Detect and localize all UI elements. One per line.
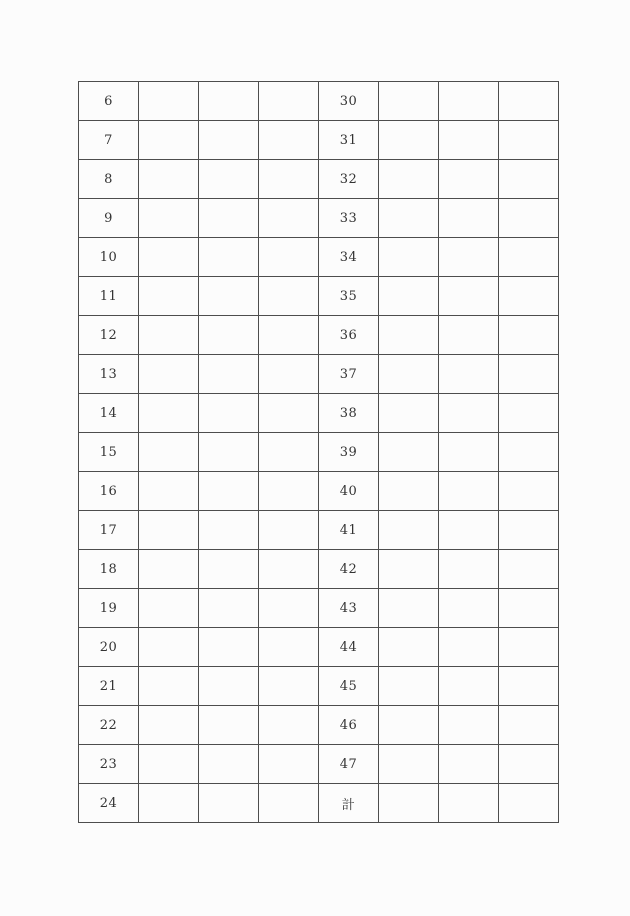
empty-cell [379, 160, 439, 199]
empty-cell [139, 550, 199, 589]
left-row-number-cell: 10 [79, 238, 139, 277]
empty-cell [379, 472, 439, 511]
left-row-number-cell: 8 [79, 160, 139, 199]
table-row [79, 784, 559, 823]
empty-cell [139, 160, 199, 199]
empty-cell [259, 277, 319, 316]
empty-cell [259, 745, 319, 784]
left-row-number-cell: 14 [79, 394, 139, 433]
empty-cell [379, 121, 439, 160]
empty-cell [439, 121, 499, 160]
right-row-number-cell: 32 [319, 160, 379, 199]
right-row-number-cell: 30 [319, 82, 379, 121]
left-row-number-cell: 6 [79, 82, 139, 121]
empty-cell [379, 394, 439, 433]
right-row-number-cell: 44 [319, 628, 379, 667]
empty-cell [379, 784, 439, 823]
empty-cell [439, 472, 499, 511]
right-row-number-cell: 42 [319, 550, 379, 589]
empty-cell [199, 472, 259, 511]
empty-cell [199, 667, 259, 706]
right-row-number-cell: 31 [319, 121, 379, 160]
right-row-number-cell: 37 [319, 355, 379, 394]
empty-cell [139, 277, 199, 316]
empty-cell [499, 511, 559, 550]
right-row-number-cell: 46 [319, 706, 379, 745]
table-row [79, 121, 559, 160]
right-row-number-cell: 41 [319, 511, 379, 550]
empty-cell [259, 160, 319, 199]
table-row [79, 355, 559, 394]
empty-cell [139, 628, 199, 667]
table-row [79, 706, 559, 745]
left-row-number-cell: 15 [79, 433, 139, 472]
empty-cell [259, 355, 319, 394]
table-body [79, 82, 559, 823]
empty-cell [439, 628, 499, 667]
empty-cell [499, 706, 559, 745]
right-row-number-cell: 45 [319, 667, 379, 706]
left-row-number-cell: 13 [79, 355, 139, 394]
empty-cell [439, 667, 499, 706]
empty-cell [259, 706, 319, 745]
empty-cell [139, 745, 199, 784]
empty-cell [379, 628, 439, 667]
right-row-number-cell: 計 [319, 784, 379, 823]
empty-cell [379, 277, 439, 316]
table-row [79, 394, 559, 433]
empty-cell [439, 589, 499, 628]
empty-cell [439, 316, 499, 355]
empty-cell [199, 628, 259, 667]
empty-cell [259, 433, 319, 472]
empty-cell [259, 589, 319, 628]
empty-cell [439, 511, 499, 550]
right-row-number-cell: 39 [319, 433, 379, 472]
left-row-number-cell: 17 [79, 511, 139, 550]
table-row [79, 589, 559, 628]
empty-cell [499, 160, 559, 199]
left-row-number-cell: 21 [79, 667, 139, 706]
empty-cell [499, 355, 559, 394]
empty-cell [439, 238, 499, 277]
empty-cell [199, 82, 259, 121]
right-row-number-cell: 34 [319, 238, 379, 277]
left-row-number-cell: 19 [79, 589, 139, 628]
empty-cell [439, 355, 499, 394]
empty-cell [139, 589, 199, 628]
empty-cell [199, 745, 259, 784]
empty-cell [439, 550, 499, 589]
right-row-number-cell: 47 [319, 745, 379, 784]
empty-cell [439, 160, 499, 199]
empty-cell [499, 82, 559, 121]
right-row-number-cell: 33 [319, 199, 379, 238]
empty-cell [499, 589, 559, 628]
empty-cell [439, 277, 499, 316]
left-row-number-cell: 9 [79, 199, 139, 238]
left-row-number-cell: 16 [79, 472, 139, 511]
table-row [79, 433, 559, 472]
empty-cell [379, 238, 439, 277]
empty-cell [499, 277, 559, 316]
empty-cell [499, 121, 559, 160]
empty-cell [379, 550, 439, 589]
empty-cell [139, 238, 199, 277]
empty-cell [499, 394, 559, 433]
empty-cell [259, 82, 319, 121]
empty-cell [439, 433, 499, 472]
empty-cell [499, 238, 559, 277]
table-row [79, 316, 559, 355]
table-row [79, 472, 559, 511]
empty-cell [499, 472, 559, 511]
empty-cell [499, 667, 559, 706]
empty-cell [439, 784, 499, 823]
empty-cell [439, 394, 499, 433]
empty-cell [139, 706, 199, 745]
table-row [79, 238, 559, 277]
right-row-number-cell: 43 [319, 589, 379, 628]
empty-cell [139, 199, 199, 238]
empty-cell [439, 82, 499, 121]
empty-cell [199, 316, 259, 355]
left-row-number-cell: 18 [79, 550, 139, 589]
table-row [79, 745, 559, 784]
right-row-number-cell: 36 [319, 316, 379, 355]
empty-cell [499, 628, 559, 667]
empty-cell [199, 394, 259, 433]
empty-cell [199, 433, 259, 472]
empty-cell [379, 433, 439, 472]
empty-cell [199, 277, 259, 316]
empty-cell [499, 784, 559, 823]
left-row-number-cell: 7 [79, 121, 139, 160]
table-row [79, 82, 559, 121]
empty-cell [139, 316, 199, 355]
empty-cell [379, 706, 439, 745]
empty-cell [379, 355, 439, 394]
left-row-number-cell: 11 [79, 277, 139, 316]
empty-cell [379, 667, 439, 706]
empty-cell [259, 667, 319, 706]
empty-cell [199, 199, 259, 238]
table-row [79, 160, 559, 199]
empty-cell [259, 550, 319, 589]
empty-cell [259, 121, 319, 160]
empty-cell [139, 121, 199, 160]
left-row-number-cell: 24 [79, 784, 139, 823]
empty-cell [499, 550, 559, 589]
empty-cell [259, 784, 319, 823]
right-row-number-cell: 35 [319, 277, 379, 316]
empty-cell [379, 316, 439, 355]
empty-cell [199, 238, 259, 277]
empty-cell [259, 394, 319, 433]
empty-cell [139, 511, 199, 550]
left-row-number-cell: 23 [79, 745, 139, 784]
empty-cell [259, 199, 319, 238]
empty-cell [139, 394, 199, 433]
empty-cell [259, 238, 319, 277]
empty-cell [199, 706, 259, 745]
empty-cell [259, 472, 319, 511]
table-row [79, 277, 559, 316]
empty-cell [499, 199, 559, 238]
empty-cell [199, 589, 259, 628]
empty-cell [259, 511, 319, 550]
empty-cell [139, 472, 199, 511]
empty-cell [439, 706, 499, 745]
table-row [79, 511, 559, 550]
empty-cell [499, 433, 559, 472]
empty-cell [499, 745, 559, 784]
empty-cell [199, 784, 259, 823]
empty-cell [139, 433, 199, 472]
empty-cell [139, 784, 199, 823]
empty-cell [439, 745, 499, 784]
empty-cell [499, 316, 559, 355]
table-row [79, 199, 559, 238]
empty-cell [259, 316, 319, 355]
empty-cell [199, 550, 259, 589]
empty-cell [439, 199, 499, 238]
table-row [79, 628, 559, 667]
empty-cell [139, 355, 199, 394]
empty-cell [199, 511, 259, 550]
table-row [79, 550, 559, 589]
left-row-number-cell: 12 [79, 316, 139, 355]
right-row-number-cell: 38 [319, 394, 379, 433]
empty-cell [379, 511, 439, 550]
empty-cell [139, 667, 199, 706]
empty-cell [199, 121, 259, 160]
empty-cell [379, 589, 439, 628]
empty-cell [199, 160, 259, 199]
empty-cell [379, 82, 439, 121]
empty-cell [139, 82, 199, 121]
left-row-number-cell: 20 [79, 628, 139, 667]
empty-cell [199, 355, 259, 394]
left-row-number-cell: 22 [79, 706, 139, 745]
empty-cell [379, 745, 439, 784]
table-row [79, 667, 559, 706]
empty-cell [379, 199, 439, 238]
right-row-number-cell: 40 [319, 472, 379, 511]
empty-cell [259, 628, 319, 667]
numbered-form-table [78, 81, 559, 823]
